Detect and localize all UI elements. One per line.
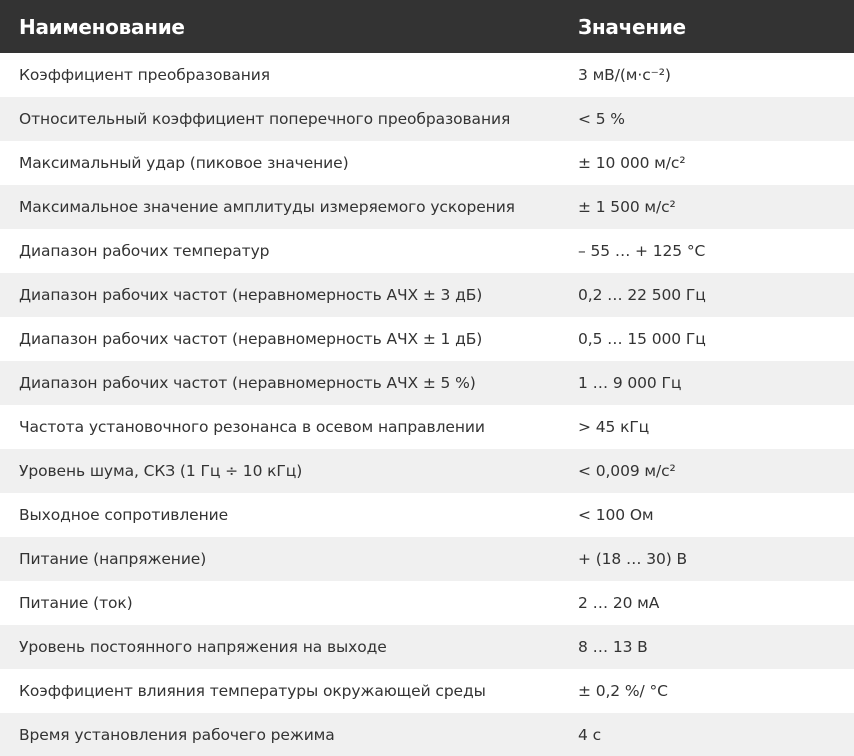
- parameter-value: ± 0,2 %/ °С: [559, 669, 854, 713]
- table-body: [0, 53, 854, 756]
- parameter-value: ± 10 000 м/с²: [559, 141, 854, 185]
- table-row: [0, 185, 854, 229]
- parameter-name: Уровень шума, СКЗ (1 Гц ÷ 10 кГц): [0, 449, 559, 493]
- parameter-name: Диапазон рабочих частот (неравномерность АЧХ ± 5 %): [0, 361, 559, 405]
- parameter-name: Максимальное значение амплитуды измеряемого ускорения: [0, 185, 559, 229]
- table-row: [0, 317, 854, 361]
- parameter-value: 0,2 … 22 500 Гц: [559, 273, 854, 317]
- parameter-value: < 0,009 м/с²: [559, 449, 854, 493]
- table-row: [0, 713, 854, 756]
- table-row: [0, 581, 854, 625]
- parameter-value: – 55 … + 125 °С: [559, 229, 854, 273]
- name-column-header: Наименование: [0, 0, 559, 53]
- table-row: [0, 537, 854, 581]
- parameter-name: Частота установочного резонанса в осевом направлении: [0, 405, 559, 449]
- table-header: [0, 0, 854, 53]
- value-column-header: Значение: [559, 0, 854, 53]
- parameter-value: > 45 кГц: [559, 405, 854, 449]
- parameter-value: 2 … 20 мА: [559, 581, 854, 625]
- parameter-value: < 100 Ом: [559, 493, 854, 537]
- table-row: [0, 141, 854, 185]
- parameter-name: Диапазон рабочих температур: [0, 229, 559, 273]
- parameter-name: Максимальный удар (пиковое значение): [0, 141, 559, 185]
- table-row: [0, 625, 854, 669]
- parameter-value: < 5 %: [559, 97, 854, 141]
- header-row: [0, 0, 854, 53]
- parameter-name: Диапазон рабочих частот (неравномерность АЧХ ± 1 дБ): [0, 317, 559, 361]
- table-row: [0, 229, 854, 273]
- table-row: [0, 493, 854, 537]
- parameter-name: Диапазон рабочих частот (неравномерность АЧХ ± 3 дБ): [0, 273, 559, 317]
- parameter-name: Уровень постоянного напряжения на выходе: [0, 625, 559, 669]
- parameter-value: 3 мВ/(м·с⁻²): [559, 53, 854, 97]
- parameter-name: Питание (ток): [0, 581, 559, 625]
- table-row: [0, 97, 854, 141]
- parameter-name: Коэффициент влияния температуры окружающей среды: [0, 669, 559, 713]
- parameter-value: 8 … 13 В: [559, 625, 854, 669]
- parameter-name: Коэффициент преобразования: [0, 53, 559, 97]
- parameter-value: + (18 … 30) В: [559, 537, 854, 581]
- table-row: [0, 405, 854, 449]
- parameter-name: Питание (напряжение): [0, 537, 559, 581]
- parameter-value: 0,5 … 15 000 Гц: [559, 317, 854, 361]
- parameter-name: Выходное сопротивление: [0, 493, 559, 537]
- table-row: [0, 669, 854, 713]
- parameter-value: ± 1 500 м/с²: [559, 185, 854, 229]
- parameter-name: Относительный коэффициент поперечного преобразования: [0, 97, 559, 141]
- table-row: [0, 53, 854, 97]
- table-row: [0, 361, 854, 405]
- parameter-value: 1 … 9 000 Гц: [559, 361, 854, 405]
- parameter-value: 4 с: [559, 713, 854, 756]
- parameter-name: Время установления рабочего режима: [0, 713, 559, 756]
- table-row: [0, 449, 854, 493]
- table-row: [0, 273, 854, 317]
